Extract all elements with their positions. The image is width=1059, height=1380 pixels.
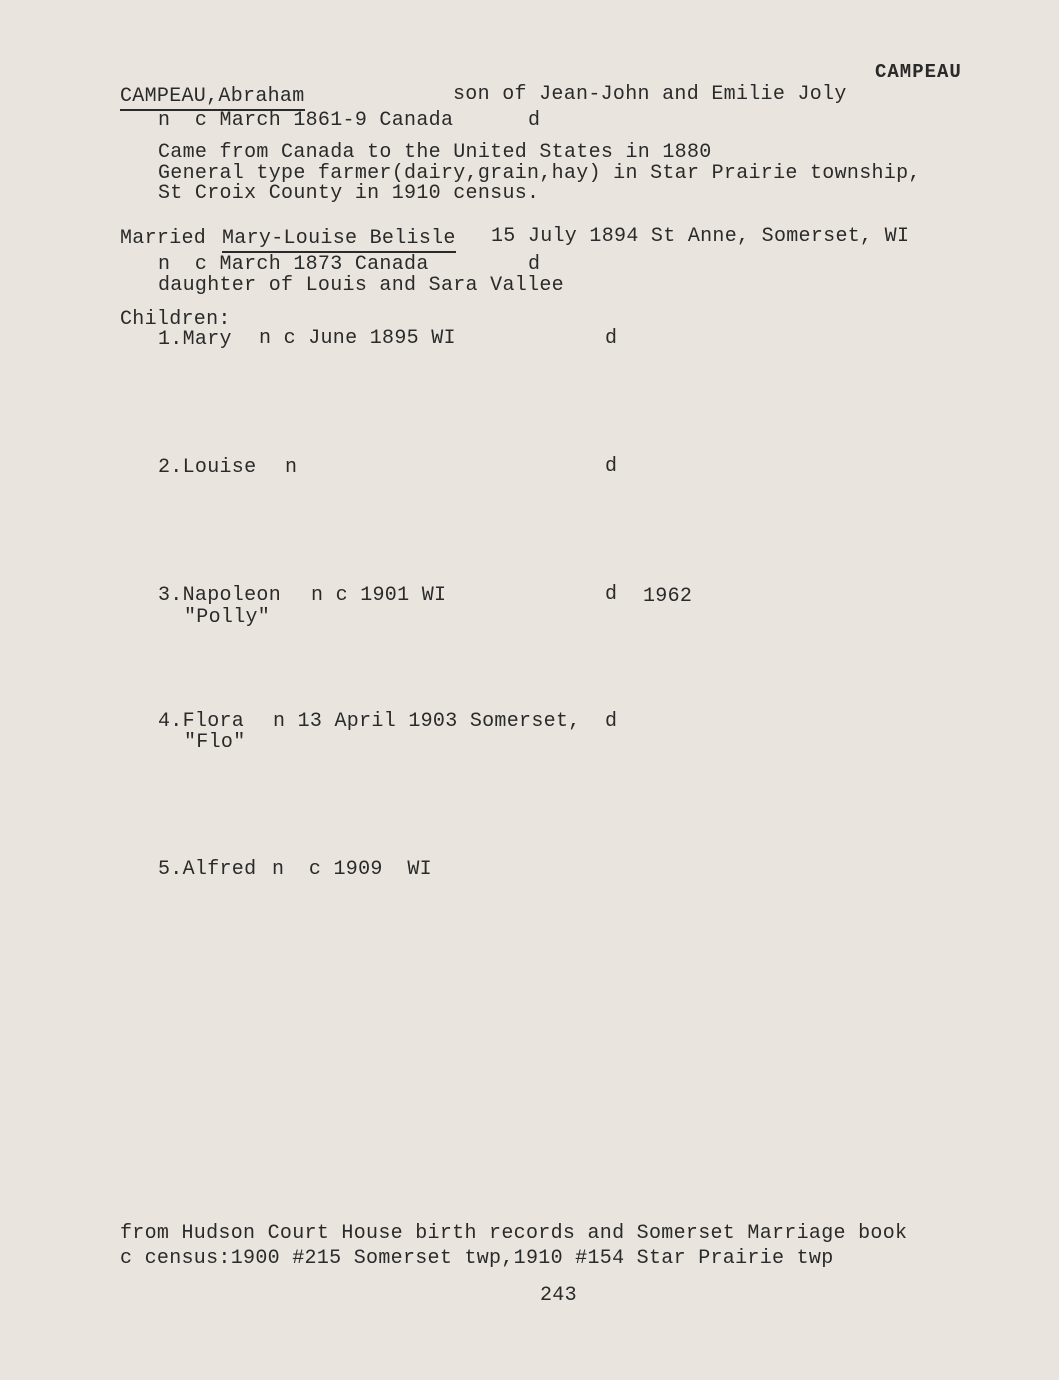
- child-name: 2.Louise: [158, 456, 257, 479]
- child-birth: n c 1901 WI: [311, 584, 447, 607]
- child-birth: n: [285, 456, 298, 479]
- child-name: 5.Alfred: [158, 858, 257, 881]
- child-death: d: [605, 583, 618, 606]
- marriage-details: 15 July 1894 St Anne, Somerset, WI: [491, 225, 910, 248]
- surname-header: CAMPEAU: [875, 61, 962, 83]
- subject-note-line: Came from Canada to the United States in 1880: [158, 141, 712, 164]
- source-line: c census:1900 #215 Somerset twp,1910 #154 Star Prairie twp: [120, 1247, 834, 1270]
- spouse-parents: daughter of Louis and Sara Vallee: [158, 274, 564, 297]
- child-death: d: [605, 455, 618, 478]
- subject-parents: son of Jean-John and Emilie Joly: [453, 83, 847, 106]
- subject-note-line: General type farmer(dairy,grain,hay) in Star Prairie township,: [158, 162, 921, 185]
- spouse-birth: n c March 1873 Canada: [158, 253, 429, 276]
- source-line: from Hudson Court House birth records and Somerset Marriage book: [120, 1222, 908, 1245]
- marriage-label: Married: [120, 227, 207, 250]
- spouse-death: d: [528, 253, 541, 276]
- child-birth: n c 1909 WI: [272, 858, 432, 881]
- child-name: 3.Napoleon: [158, 584, 282, 607]
- subject-note-line: St Croix County in 1910 census.: [158, 182, 540, 205]
- child-death-year: 1962: [643, 585, 693, 608]
- child-death: d: [605, 710, 618, 733]
- child-nickname: "Flo": [184, 731, 246, 754]
- spouse-name: Mary-Louise Belisle: [222, 228, 456, 253]
- child-birth: n 13 April 1903 Somerset,: [273, 710, 581, 733]
- subject-name: CAMPEAU,Abraham: [120, 86, 305, 111]
- child-name: 1.Mary: [158, 328, 232, 351]
- children-heading: Children:: [120, 308, 231, 331]
- page-number: 243: [540, 1284, 577, 1307]
- subject-birth: n c March 1861-9 Canada: [158, 109, 454, 132]
- subject-death: d: [528, 109, 541, 132]
- child-name: 4.Flora: [158, 710, 245, 733]
- child-birth: n c June 1895 WI: [259, 327, 456, 350]
- child-death: d: [605, 327, 618, 350]
- child-nickname: "Polly": [184, 606, 271, 629]
